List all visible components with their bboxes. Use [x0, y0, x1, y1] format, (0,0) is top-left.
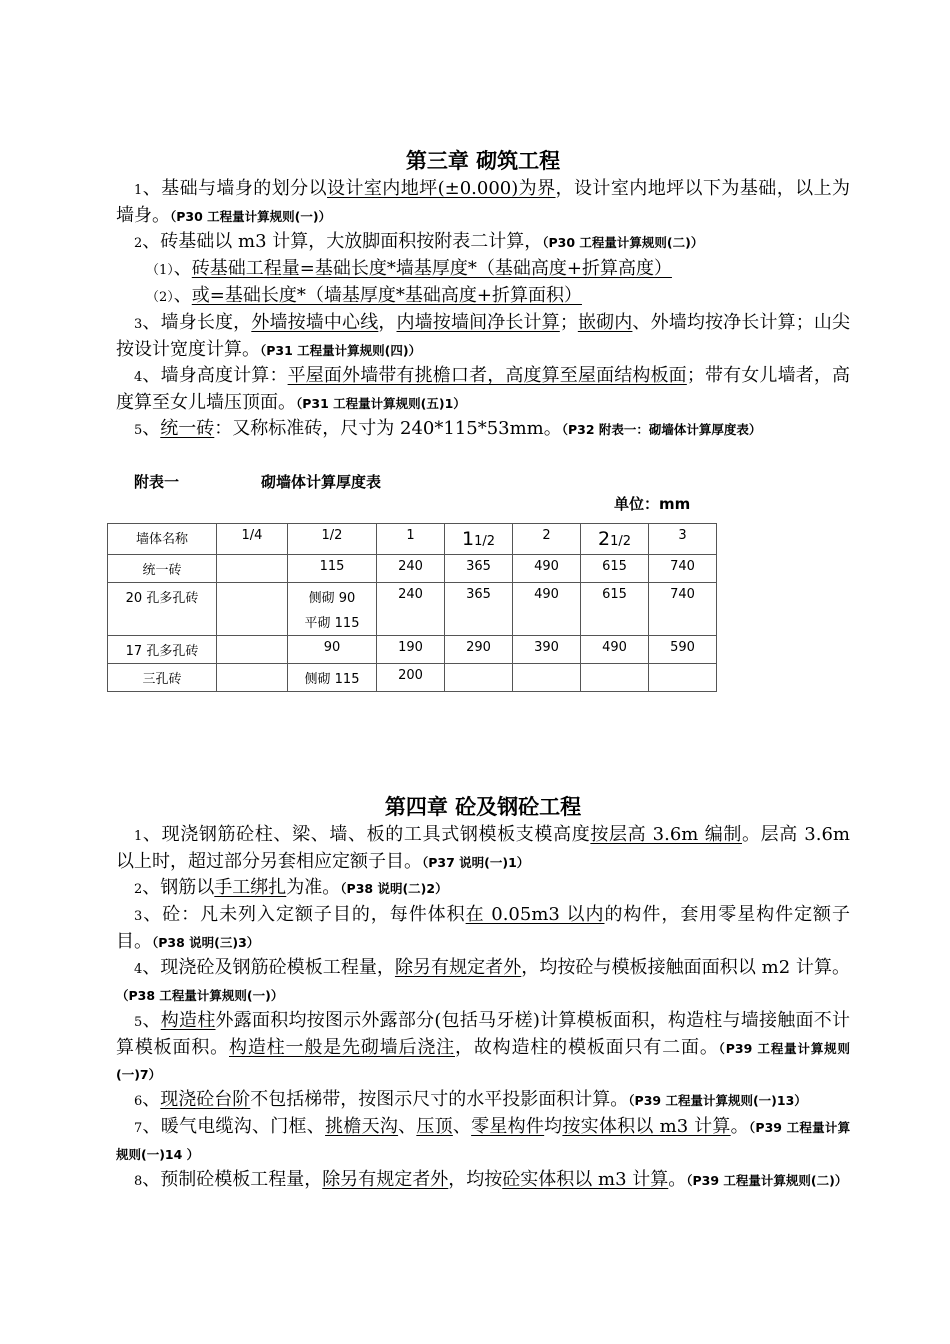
- ch3-item-3: 3、墙身长度，外墙按墙中心线，内墙按墙间净长计算；嵌砌内、外墙均按净长计算；山尖按设计宽度计算。（P31 工程量计算规则(四)）: [116, 312, 851, 360]
- ch3-item-2-2: （2）、或=基础长度*（墙基厚度*基础高度+折算面积）: [146, 285, 582, 306]
- table-header-row: [108, 524, 717, 555]
- chapter4-title: 第四章 砼及钢砼工程: [384, 794, 582, 819]
- table-cell: 90: [288, 636, 377, 664]
- table-cell: 240: [377, 583, 445, 636]
- table-cell: [649, 664, 717, 692]
- ch4-item-1: 1、现浇钢筋砼柱、梁、墙、板的工具式钢模板支模高度按层高 3.6m 编制。层高 3.6m 以上时，超过部分另套相应定额子目。（P37 说明(一)1）: [116, 824, 850, 872]
- table-cell: 365: [445, 583, 513, 636]
- ch3-item-4: 4、墙身高度计算：平屋面外墙带有挑檐口者，高度算至屋面结构板面；带有女儿墙者，高度算至女儿墙压顶面。（P31 工程量计算规则(五)1）: [116, 365, 851, 413]
- table-cell: 290: [445, 636, 513, 664]
- ch3-item-2-1: （1）、砖基础工程量=基础长度*墙基厚度*（基础高度+折算高度）: [146, 258, 672, 279]
- table-row: [108, 555, 717, 583]
- table-cell: 740: [649, 583, 717, 636]
- table-cell: 615: [581, 583, 649, 636]
- table-cell: [217, 664, 288, 692]
- table-cell: 11/2: [445, 524, 513, 555]
- appendix-heading: [116, 463, 850, 523]
- ch4-item-6: 6、现浇砼台阶不包括梯带，按图示尺寸的水平投影面积计算。（P39 工程量计算规则(一)13）: [134, 1089, 807, 1110]
- ch4-item-3: 3、砼：凡未列入定额子目的，每件体积在 0.05m3 以内的构件，套用零星构件定额子目。（P38 说明(三)3）: [116, 904, 851, 952]
- table-cell: 20 孔多孔砖: [108, 583, 217, 636]
- chapter3-title: 第三章 砌筑工程: [405, 148, 561, 173]
- document-content: [116, 146, 850, 1194]
- ch3-item-5: 5、统一砖：又称标准砖，尺寸为 240*115*53mm。（P32 附表一：砌墙体计算厚度表）: [134, 418, 762, 439]
- table-cell: 115: [288, 555, 377, 583]
- appendix-title: 砌墙体计算厚度表: [261, 473, 382, 491]
- table-cell: 17 孔多孔砖: [108, 636, 217, 664]
- table-cell: 2: [513, 524, 581, 555]
- appendix-label: 附表一: [134, 473, 180, 491]
- table-cell: 1/4: [217, 524, 288, 555]
- table-cell: 1/2: [288, 524, 377, 555]
- table-cell: 190: [377, 636, 445, 664]
- appendix-unit: 单位：mm: [614, 495, 691, 513]
- table-cell: 侧砌 115: [288, 664, 377, 692]
- table-cell: 390: [513, 636, 581, 664]
- table-cell: 侧砌 90 平砌 115: [288, 583, 377, 636]
- table-cell: [217, 636, 288, 664]
- table-cell: 240: [377, 555, 445, 583]
- table-row: [108, 664, 717, 692]
- table-cell: 3: [649, 524, 717, 555]
- table-cell: [513, 664, 581, 692]
- ch3-item-1: 1、基础与墙身的划分以设计室内地坪(±0.000)为界，设计室内地坪以下为基础，以上为墙身。（P30 工程量计算规则(一)）: [116, 178, 850, 226]
- ch4-item-4: 4、现浇砼及钢筋砼模板工程量，除另有规定者外，均按砼与模板接触面面积以 m2 计算。（P38 工程量计算规则(一)）: [116, 957, 851, 1003]
- table-cell: 490: [513, 555, 581, 583]
- ch4-item-7: 7、暖气电缆沟、门框、挑檐天沟、压顶、零星构件均按实体积以 m3 计算。（P39 工程量计算规则(一)14 ）: [116, 1116, 851, 1162]
- table-cell: 墙体名称: [108, 524, 217, 555]
- ch4-item-8: 8、预制砼模板工程量，除另有规定者外，均按砼实体积以 m3 计算。（P39 工程量计算规则(二)）: [134, 1169, 848, 1190]
- ch4-item-5: 5、构造柱外露面积均按图示外露部分(包括马牙槎)计算模板面积，构造柱与墙接触面不计算模板面积。构造柱一般是先砌墙后浇注，故构造柱的模板面只有二面。（P39 工程量计算规则(一)7）: [116, 1010, 851, 1082]
- table-cell: 490: [581, 636, 649, 664]
- table-cell: 615: [581, 555, 649, 583]
- thickness-table: [107, 523, 717, 692]
- table-cell: 统一砖: [108, 555, 217, 583]
- table-cell: 21/2: [581, 524, 649, 555]
- spacer: [116, 692, 850, 792]
- table-cell: 1: [377, 524, 445, 555]
- table-cell: 200: [377, 664, 445, 692]
- ch3-item-2: 2、砖基础以 m3 计算，大放脚面积按附表二计算，（P30 工程量计算规则(二)）: [134, 231, 704, 252]
- table-cell: 365: [445, 555, 513, 583]
- table-cell: 590: [649, 636, 717, 664]
- table-row: [108, 583, 717, 636]
- table-cell: [217, 583, 288, 636]
- table-cell: 490: [513, 583, 581, 636]
- table-cell: [217, 555, 288, 583]
- table-row: [108, 636, 717, 664]
- ch4-item-2: 2、钢筋以手工绑扎为准。（P38 说明(二)2）: [134, 877, 448, 898]
- table-cell: [581, 664, 649, 692]
- table-cell: 740: [649, 555, 717, 583]
- table-cell: 三孔砖: [108, 664, 217, 692]
- table-cell: [445, 664, 513, 692]
